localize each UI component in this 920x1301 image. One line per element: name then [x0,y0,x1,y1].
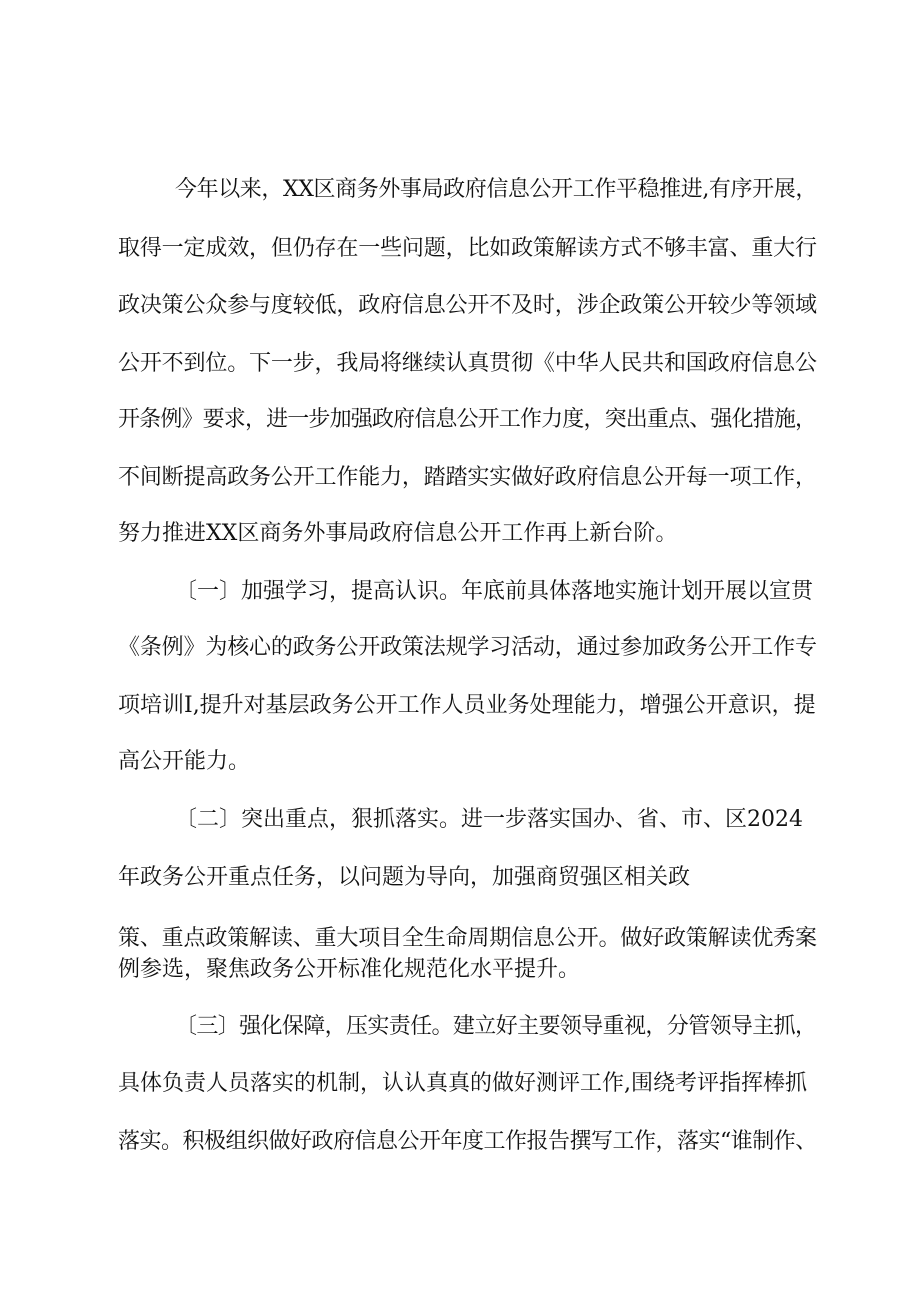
section-heading-line: 〔二〕突出重点，狠抓落实。进一步落实国办、省、市、区2024 [175,807,803,832]
paragraph-line: 高公开能力。 [118,749,251,774]
paragraph-line: 政决策公众参与度较低，政府信息公开不及时，涉企政策公开较少等领域 [118,293,817,318]
paragraph-line: 策、重点政策解读、重大项目全生命周期信息公开。做好政策解读优秀案 [118,926,817,951]
paragraph-line: 公开不到位。下一步，我局将继续认真贯彻《中华人民共和国政府信息公 [118,351,817,376]
paragraph-line: 今年以来，XX区商务外事局政府信息公开工作平稳推进,有序开展， [175,177,817,202]
paragraph-line: 具体负责人员落实的机制，认认真真的做好测评工作,围绕考评指挥棒抓 [118,1071,807,1096]
paragraph-line: 《条例》为核心的政务公开政策法规学习活动，通过参加政务公开工作专 [118,635,817,660]
paragraph-line: 例参选，聚焦政务公开标准化规范化水平提升。 [118,957,581,982]
section-heading-line: 〔三〕强化保障，压实责任。建立好主要领导重视，分管领导主抓， [175,1014,817,1039]
paragraph-line: 取得一定成效，但仍存在一些问题，比如政策解读方式不够丰富、重大行 [118,236,817,261]
paragraph-line: 努力推进XX区商务外事局政府信息公开工作再上新台阶。 [118,521,678,546]
section-heading-line: 〔一〕加强学习，提高认识。年底前具体落地实施计划开展以宣贯 [175,579,814,604]
paragraph-line: 年政务公开重点任务，以问题为导向，加强商贸强区相关政 [118,865,691,890]
paragraph-line: 不间断提高政务公开工作能力，踏踏实实做好政府信息公开每一项工作， [118,465,817,490]
paragraph-line: 开条例》要求，进一步加强政府信息公开工作力度，突出重点、强化措施， [118,407,817,432]
paragraph-line: 项培训I,提升对基层政务公开工作人员业务处理能力，增强公开意识，提 [118,693,816,718]
paragraph-line: 落实。积极组织做好政府信息公开年度工作报告撰写工作，落实“谁制作、 [118,1129,817,1154]
